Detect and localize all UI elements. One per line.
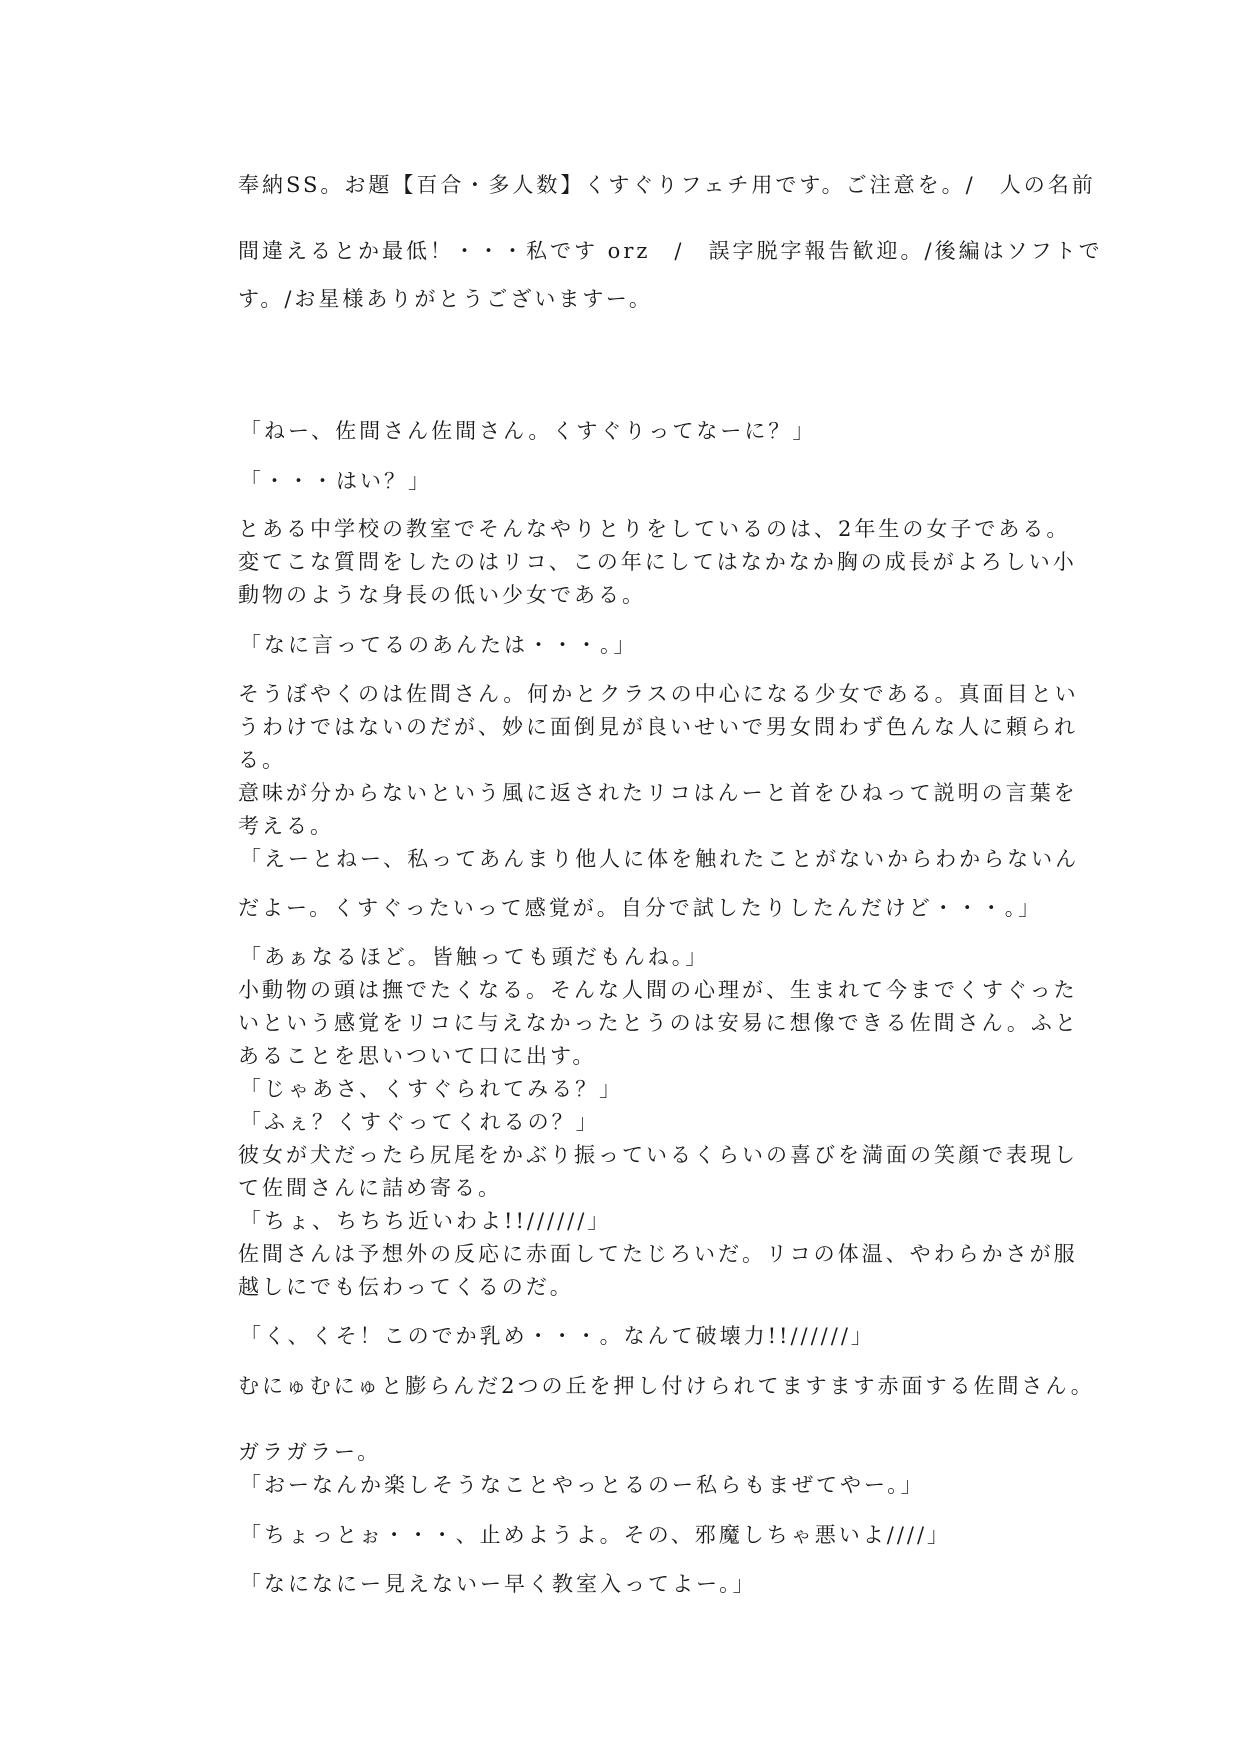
dialogue-line: 「なになにー見えないー早く教室入ってよー。」 — [240, 1572, 757, 1596]
dialogue-line: 「ちょっとぉ・・・、止めようよ。その、邪魔しちゃ悪いよ////」 — [240, 1523, 952, 1547]
dialogue-line: 「ねー、佐間さん佐間さん。くすぐりってなーに？」 — [240, 419, 817, 443]
narration-line: あることを思いついて口に出す。 — [238, 1044, 597, 1068]
dialogue-line: 「おーなんか楽しそうなことやっとるのー私らもまぜてやー。」 — [240, 1473, 925, 1497]
narration-line: 彼女が犬だったら尻尾をかぶり振っているくらいの喜びを満面の笑顔で表現し — [238, 1143, 1078, 1167]
sound-effect-line: ガラガラー。 — [238, 1440, 382, 1464]
narration-line: る。 — [238, 748, 286, 772]
narration-line: 考える。 — [238, 814, 334, 838]
dialogue-line: 「なに言ってるのあんたは・・・。」 — [240, 633, 638, 657]
dialogue-line: 「ちょ、ちちち近いわよ!!//////」 — [240, 1209, 612, 1233]
narration-line: て佐間さんに詰め寄る。 — [238, 1176, 502, 1200]
narration-line: うわけではないのだが、妙に面倒見が良いせいで男女問わず色んな人に頼られ — [238, 715, 1078, 739]
dialogue-line: 「・・・はい？」 — [240, 469, 432, 493]
narration-line: 越しにでも伝わってくるのだ。 — [238, 1275, 574, 1299]
intro-line-1: 奉納SS。お題【百合・多人数】くすぐりフェチ用です。ご注意を。/ 人の名前 — [238, 173, 1096, 197]
dialogue-line: 「く、くそ！このでか乳め・・・。なんて破壊力!!//////」 — [240, 1324, 875, 1348]
narration-line: いという感覚をリコに与えなかったとうのは安易に想像できる佐間さん。ふと — [238, 1011, 1079, 1035]
intro-line-2: 間違えるとか最低！・・・私です orz / 誤字脱字報告歓迎。/後編はソフトで — [238, 239, 1103, 263]
dialogue-line: 「あぁなるほど。皆触っても頭だもんね。」 — [240, 945, 710, 969]
narration-line: とある中学校の教室でそんなやりとりをしているのは、2年生の女子である。 — [238, 517, 1071, 541]
narration-line: 佐間さんは予想外の反応に赤面してたじろいだ。リコの体温、やわらかさが服 — [238, 1242, 1078, 1266]
dialogue-line: 「じゃあさ、くすぐられてみる？」 — [240, 1077, 624, 1101]
narration-line: 小動物の頭は撫でたくなる。そんな人間の心理が、生まれて今までくすぐった — [238, 978, 1078, 1002]
narration-line: 動物のような身長の低い少女である。 — [238, 583, 646, 607]
narration-line: 意味が分からないという風に返されたリコはんーと首をひねって説明の言葉を — [238, 781, 1078, 805]
dialogue-line: 「ふぇ？くすぐってくれるの？」 — [240, 1110, 600, 1134]
dialogue-line: 「えーとねー、私ってあんまり他人に体を触れたことがないからわからないん — [240, 847, 1080, 871]
narration-line: そうぼやくのは佐間さん。何かとクラスの中心になる少女である。真面目とい — [238, 682, 1079, 706]
narration-line: むにゅむにゅと膨らんだ2つの丘を押し付けられてますます赤面する佐間さん。 — [238, 1374, 1095, 1398]
narration-line: 変てこな質問をしたのはリコ、この年にしてはなかなか胸の成長がよろしい小 — [238, 550, 1077, 574]
dialogue-line: だよー。くすぐったいって感覚が。自分で試したりしたんだけど・・・。」 — [238, 896, 1043, 920]
intro-line-3: す。/お星様ありがとうございますー。 — [238, 287, 653, 311]
